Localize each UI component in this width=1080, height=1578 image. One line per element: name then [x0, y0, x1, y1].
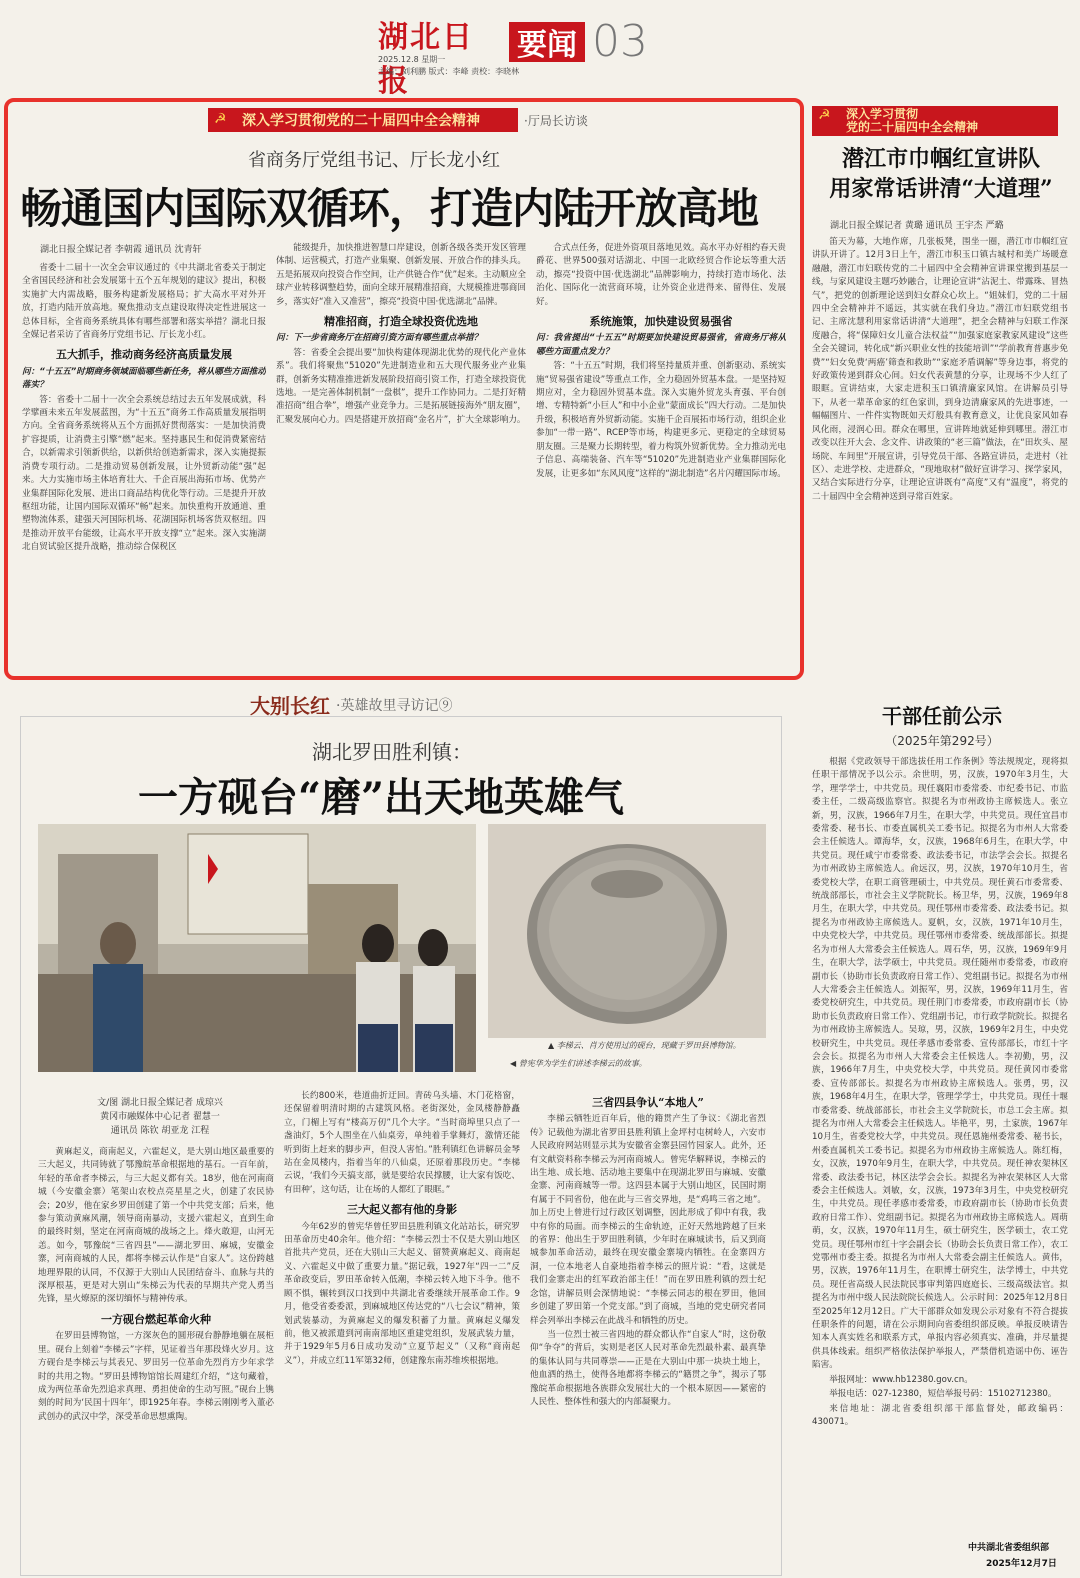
main-banner	[208, 108, 518, 132]
main-question-1: 问：“十五五”时期商务领域面临哪些新任务，将从哪些方面推动落实？	[22, 366, 266, 391]
main-banner-sub: ·厅局长访谈	[524, 114, 588, 128]
main-question-2: 问：下一步省商务厅在招商引资方面有哪些重点举措？	[276, 333, 483, 344]
main-intro: 省委十二届十一次全会审议通过的《中共湖北省委关于制定全省国民经济和社会发展第十五个五年规划的建议》提出，积极实施扩大内需战略，服务构建新发展格局；扩大高水平对外开放，打造内陆开放高地。聚焦推动支点建设取得决定性进展这一总体目标，全省商务系统具体有哪些部署和落实举措？湖北日报全媒记者采访了省商务厅党组书记、厅长龙小红。	[22, 263, 266, 341]
lower-subhead-2: 三大起义都有他的身影	[347, 1203, 457, 1217]
side-col	[812, 236, 1068, 676]
notice-website: 举报网址：www.hb12380.gov.cn。	[829, 1374, 973, 1385]
left-photo-caption: ◀ 曾宪华为学生们讲述李梯云的故事。	[510, 1059, 647, 1068]
main-col1-body: 答：省委十二届十一次全会系统总结过去五年发展成就，科学擘画未来五年发展蓝图，为“十五五”商务工作高质量发展指明方向。全省商务系统将从五个方面抓好贯彻落实：一是加快消费扩容提质，让消费主引擎“燃”起来。坚持惠民生和促消费紧密结合，以新需求引领新供给，以新供给创造新需求，深入实施提振消费专项行动。二是推动贸易创新发展，让外贸新动能“强”起来。大力实施市场主体培育壮大、千企百展出海拓市场、优势产业集群国际化发展、进出口商品结构优化等行动。三是提升开放枢纽功能，让国内国际双循环“畅”起来。加快重构开放通道、重塑物流体系，建强天河国际机场、花湖国际机场客货双枢纽。四是推动开放平台能级，让高水平开放支撑“立”起来。深入实施湖北自贸试验区提升战略，推动综合保税区	[22, 394, 266, 553]
date-line: 2025.12.8 星期一	[378, 55, 446, 64]
notice-title: 干部任前公示	[882, 704, 1002, 728]
masthead-meta	[378, 54, 519, 78]
main-col3-body2: 答：“十五五”时期，我们将坚持量质并重、创新驱动、系统实施“贸易强省建设”等重点工作，全力稳固外贸基本盘。一是坚持短期应对，全力稳固外贸基本盘。深入实施外贸龙头育强、平台创增、专精特新“小巨人”和中小企业“蒙面成长”四大行动。二是加快升级，积极培育外贸新动能。实施千企百展拓市场行动，组织企业参加“一带一路”、RCEP等市场，构建更多元、更稳定的全球贸易朋友圈。三是聚力长期转型，着力构筑外贸新优势。全力推动光电子信息、高端装备、汽车等“51020”先进制造业产业集群国际化发展，让更多如“东风风度”这样的“湖北制造”名片闪耀国际市场。	[536, 361, 786, 479]
side-headline-line2: 用家常话讲清“大道理”	[829, 176, 1053, 202]
main-col-2	[276, 242, 526, 670]
lower-byline: 文/图 湖北日报全媒记者 成琼兴 黄冈市融媒体中心记者 翟慧一 通讯员 陈钦 胡亚龙 江程	[97, 1098, 223, 1136]
lower-banner-text: 大别长红	[250, 694, 330, 718]
lower-banner-sub: ·英雄故里寻访记⑨	[336, 697, 453, 714]
page-number: 03	[592, 16, 648, 67]
main-col-1	[22, 262, 266, 670]
lower-col3-body2: 当一位烈士被三省四地的群众都认作“自家人”时，这份敬仰“争夺”的背后，实则是老区人民对革命先烈最朴素、最真挚的集体认同与共同尊崇——正是在大别山中那一块块土地上，他血洒的热土，使得各地都将李梯云的“籍贯之争”，揭示了鄂豫皖革命根据地各族群众发展壮大的一个根本原因——紧密的人民性、整体性和强大的内部凝聚力。	[530, 1329, 766, 1407]
lower-subhead-1: 一方砚台燃起革命火种	[101, 1312, 211, 1326]
masthead	[0, 0, 1080, 99]
notice-col	[812, 756, 1068, 1514]
editors-line: 主编：刘利鹏 版式：李峰 责校：李晓林	[378, 67, 520, 76]
lower-headline: 一方砚台“磨”出天地英雄气	[138, 774, 625, 821]
lower-banner	[250, 690, 452, 719]
notice-body: 根据《党政领导干部选拔任用工作条例》等法规规定，现将拟任职干部情况予以公示。余世明，男，汉族，1970年3月生，大学，理学学士，中共党员。现任襄阳市委常委、市纪委书记、市监委主任，二级高级监察官。拟提名为市州政协主席候选人。张立新，男，汉族，1966年7月生，在职大学，中共党员。现任宜昌市委常委、秘书长、市委直属机关工委书记。拟提名为市州人大常委会主任候选人。谭海华，女，汉族，1968年6月生，在职大学，中共党员。现任咸宁市委常委、政法委书记，市法学会会长。拟提名为市州政协主席候选人。俞远汉，男，汉族，1970年10月生，省委党校大学，在职工商管理硕士，中共党员。现任黄石市委常委、统战部部长，市社会主义学院院长。杨卫华，男，汉族，1969年8月生，在职大学，中共党员。现任鄂州市委常委、政法委书记。拟提名为市州政协主席候选人。夏帆，女，汉族，1971年10月生，中央党校大学，中共党员。现任鄂州市委常委、统战部部长。拟提名为市州人大常委会主任候选人。周石华，男，汉族，1969年9月生，在职大学，法学硕士，中共党员。现任随州市委常委，市政府副市长（协助市长负责政府日常工作）、党组副书记。拟提名为市州人大常委会主任候选人。刘振军，男，汉族，1969年11月生，省委党校研究生，中共党员。现任荆门市委常委，市政府副市长（协助市长负责政府日常工作）、党组副书记，市行政学院院长。拟提名为市州政协主席候选人。吴琼，男，汉族，1969年2月生，中央党校研究生，中共党员。现任孝感市委常委、宣传部部长，市红十字会会长。拟提名为市州人大常委会主任候选人。李初勤，男，汉族，1966年7月生，中央党校大学，中共党员。现任黄冈市委常委、宣传部部长。拟提名为市州政协主席候选人。张勇，男，汉族，1968年4月生，在职大学，管理学学士，中共党员。现任十堰市委常委、统战部部长，市社会主义学院院长，市总工会主席。拟提名为市州人大常委会主任候选人。毕艳平，男，土家族，1967年10月生，省委党校大学，中共党员。现任恩施州委常委、秘书长，州委直属机关工委书记。拟提名为市州政协主席候选人。陈红梅，女，汉族，1970年9月生，在职大学，中共党员。现任神农架林区常委、政法委书记，林区法学会会长。拟提名为神农架林区人大常委会主任候选人。刘敏，女，汉族，1973年3月生，中央党校研究生，中共党员。现任孝感市委常委，市政府副市长（协助市长负责政府日常工作）、党组副书记。拟提名为市州政协主席候选人。周萌萌，女，汉族，1970年11月生，硕士研究生，医学硕士，农工党党员。现任鄂州市红十字会副会长（协助会长负责日常工作），农工党鄂州市委主委。拟提名为市州人大常委会副主任候选人。黄伟，男，汉族，1976年11月生，在职博士研究生，法学博士，中共党员。现任省高级人民法院民事审判第四庭庭长、三级高级法官。拟提名为市州中级人民法院院长候选人。公示时间：2025年12月8日至2025年12月12日。广大干部群众如发现公示对象有不符合提拔任职条件的问题，请在公示期间向省委组织部反映。单报反映请告知本人真实姓名和联系方式，单报内容必须真实、准确，并尽量提供具体线索。组织严格依法保护举报人，严禁借机造谣中伤、诬告陷害。	[812, 757, 1068, 1371]
main-col2-body: 能级提升，加快推进智慧口岸建设，创新各级各类开发区管理体制、运营模式，打造产业集聚、创新发展、开放合作的排头兵。五是拓展双向投资合作空间，让产供链合作“优”起来。主动顺应全球产业转移调整趋势，面向全球开展精准招商，大规模推进鄂商回乡，落实好“准入又准营”，擦亮“投资中国·优选湖北”品牌。	[276, 243, 526, 307]
notice-address: 来信地址：湖北省委组织部干部监督处，邮政编码：430071。	[812, 1403, 1068, 1427]
inkstone-photo	[488, 824, 766, 1038]
main-kicker: 省商务厅党组书记、厅长龙小红	[248, 150, 500, 171]
notice-issue: （2025年第292号）	[885, 734, 999, 748]
lower-subhead-3: 三省四县争认“本地人”	[592, 1096, 704, 1109]
main-banner-text: 深入学习贯彻党的二十届四中全会精神	[242, 113, 480, 129]
notice-phone: 举报电话：027-12380，短信举报号码：15102712380。	[829, 1389, 1057, 1400]
lower-col-2	[284, 1090, 520, 1570]
side-banner	[812, 106, 1058, 136]
main-col2-body2: 答：省委全会提出要“加快构建体现湖北优势的现代化产业体系”。我们将聚焦“51020”先进制造业和五大现代服务业产业集群，创新务实精准推进新发展阶段招商引资工作，打造全球投资优选地。一是完善体制机制“一盘棋”，提升工作协同力。二是打好精准招商“组合拳”，增强产业竞争力。三是拓展链接海外“朋友圈”，汇聚发展向心力。四是搭建开放招商“金名片”，扩大全球影响力。	[276, 347, 526, 425]
side-body: 笛天为幕，大地作席，几张板凳，围坐一圈，潜江市巾帼红宣讲队开讲了。12月3日上午，潜江市积玉口镇古城村和美广场暖意融融，潜江市妇联传党的二十届四中全会精神宣讲课堂搬到基层一线，与家风建设主题巧妙融合，让理论宣讲“沾泥土、带露珠、冒热气”，把党的创新理论送到妇女群众心坎上。“姐妹们，党的二十届四中全会精神并不遥远，其实就在我们身边。”潜江市妇联党组书记、主席沈慧利用家常话讲清“大道理”，把全会精神与妇联工作深度融合，将“保障妇女儿童合法权益”“加强家庭家教家风建设”这些全会关键词，转化成“新兴职业女性的技能培训”“学前教育普惠步免费”“妇女免费‘两癌’筛查和救助”“家庭矛盾调解”等身边事，将党的好政策传递到群众心间。妇女代表黄慧的分享，让现场不少人红了眼眶。宣讲结束，大家走进积玉口镇清廉家风馆。在讲解员引导下，从老一辈革命家的红色家训，到身边清廉家风的先进事迹，一幅幅图片、一件件实物既如天灯般具有教育意义，让优良家风如春风化雨，浸润心田。群众在哪里，宣讲阵地就延伸到哪里。潜江市改变以往开大会、念文件、讲政策的“老三篇”做法，在“田坎头、屋场院、车间里”开展宣讲，引导党员干部、各路宣讲员，走进村（社区）、走进学校、走进群众，“现地取材”做好宣讲学习、探学家风，又结合实际进行分享，让理论宣讲既有“高度”又有“温度”，将党的二十届四中全会精神送到寻常百姓家。	[812, 237, 1068, 502]
main-question-3: 问：我省提出“十五五”时期要加快建设贸易强省，省商务厅将从哪些方面重点发力？	[536, 333, 786, 357]
main-subhead-1: 五大抓手，推动商务经济高质量发展	[56, 348, 232, 362]
lower-kicker: 湖北罗田胜利镇：	[312, 740, 472, 764]
side-party-flag-icon: ☭	[818, 107, 831, 123]
museum-photo	[38, 824, 476, 1072]
lower-col1-body: 黄麻起义，商南起义，六霍起义，是大别山地区最重要的三大起义，共同铸就了鄂豫皖革命根据地的基石。一百年前，年轻的革命者李梯云，与三大起义都有关。18岁，他在河南商城（今安徽金寨）笔架山农校点亮星星之火，创建了农民协会；20岁，他在家乡罗田创建了第一个中共党支部；后来，他参与策动黄麻风潮，领导商南暴动，支援六霍起义，直到生命的最终时刻，坚定在河南商城的战场之上。烽火敢迎，山河无恙。如今，鄂豫皖“三省四县”——湖北罗田、麻城，安徽金寨，河南商城的人民，都将李梯云认作是“自家人”。这份跨越地理界限的认同，不仅源于大别山人民团结奋斗、血脉与共的深厚根基，更是对大别山“朱梯云为代表的早期共产党人勇当先锋，星火燎原的深切缅怀与精神传承。	[38, 1147, 274, 1305]
main-col-3	[536, 242, 786, 670]
section-label: 要闻	[509, 22, 585, 62]
side-byline: 湖北日报全媒记者 黄璐 通讯员 王宇杰 严璐	[830, 221, 1004, 231]
side-headline	[806, 144, 1076, 204]
main-subhead-3: 系统施策，加快建设贸易强省	[589, 315, 733, 329]
side-headline-line1: 潜江市巾帼红宣讲队	[841, 146, 1040, 172]
main-subhead-2: 精准招商，打造全球投资优选地	[324, 315, 478, 329]
lower-col2-body: 长约800米，巷道曲折迂回。青砖乌头墙、木门花格窗，还保留着明清时期的古建筑风格。老街深处，金凤楼静静矗立，门楣上写有“楼高万仞”几个大字。“当时商埠里只点了一盏油灯，5个人围坐在八仙桌旁，单纯着手掌舞灯，激情还能听到街上赶来的脚步声，但没人害怕。”胜利镇红色讲解员金琴站在金凤楼内，指着当年的八仙桌，还原着那段历史。“李梯云说，‘我们今天搞支部，就是要给农民撑腰，让大家有饭吃、有田种’，这句话，让在场的人都红了眼眶。”	[284, 1091, 520, 1195]
lower-col1-body2: 在罗田县博物馆，一方深灰色的圆形砚台静静地躺在展柜里。砚台上刻着“李梯云”字样，见证着当年那段烽火岁月。这方砚台是李梯云与其表兄、罗田另一位革命先烈肖方少年求学时的共用之物。“罗田县博物馆馆长周建红介绍，“这句藏着，成为两位革命先烈追求真理、勇担使命的生动写照。”砚台上镌刻的时间为‘民国十四年’，即1925年春。李梯云刚刚考入董必武创办的武汉中学，深受革命思想熏陶。	[38, 1331, 274, 1422]
right-photo-caption: ▲ 李梯云、肖方使用过的砚台，现藏于罗田县博物馆。	[548, 1041, 741, 1050]
lower-col-3	[530, 1090, 766, 1570]
main-byline: 湖北日报全媒记者 李朝霞 通讯员 沈青轩	[40, 245, 202, 255]
lower-col3-body: 李梯云牺牲近百年后，他的籍贯产生了争议：《湖北省烈传》记载他为湖北省罗田县胜利镇上金坪村屯树岭人，六安市人民政府网站则显示其为安徽省金寨县园竹园家人。此外，还有文献资料称李梯云为河南商城人。曾宪华解释说，李梯云的出生地、成长地、活动地主要集中在现湖北罗田与麻城、安徽金寨、河南商城等一带。这四县本属于大别山地区，民国时期有属于不同省份，他在此与三省交界地，是“鸡鸣三省之地”。加上历史上曾进行过行政区划调整，因此形成了仰中有我，我中有你的局面。而李梯云的生命轨迹，正好天然地跨越了巨来的省界：他出生于罗田胜利镇，少年时在麻城读书，后又到商城参加革命活动，最终在现安徽金寨境内牺牲。在金寨四方洞，一位本地老人自豪地指着李梯云的照片说：“看，这就是我们金寨走出的红军政治部主任！”而在罗田胜利镇的烈士纪念馆，讲解员则会深情地说：“李梯云同志的根在罗田，他回乡创建了罗田第一个党支部。”到了商城，当地的党史研究者同样会列举出李梯云在此战斗和牺牲的历史。	[530, 1114, 766, 1326]
main-headline: 畅通国内国际双循环，打造内陆开放高地	[20, 184, 759, 233]
lower-col2-body2: 今年62岁的曾宪华曾任罗田县胜利镇文化站站长，研究罗田革命历史40余年。他介绍：“李梯云烈士不仅是大别山地区首批共产党员，还在大别山三大起义、留赞黄麻起义、商南起义、六霍起义中做了重要力量。”据记载，1927年“四一二”反革命政变后，罗田革命转入低潮，李梯云转入地下斗争。他不顾不惧，辗转到汉口找到中共湖北省委继续开展革命工作。9月，他受省委委派，到麻城地区传达党的“八七会议”精神，策划武装暴动，为黄麻起义的爆发积蓄了力量。黄麻起义爆发前，他又被派遣到河南南部地区重建党组织，发展武装力量，并于1929年5月6日成功发动“立夏节起义”（又称“商南起义”），并成立红11军第32师，创建豫东南苏维埃根据地。	[284, 1221, 520, 1366]
notice-date: 2025年12月7日	[986, 1559, 1057, 1569]
side-banner-line1: 深入学习贯彻	[846, 107, 919, 121]
side-banner-line2: 党的二十届四中全会精神	[846, 120, 979, 134]
lower-col-1	[38, 1146, 274, 1570]
newspaper-logo: 湖北日报	[378, 20, 474, 99]
notice-signer: 中共湖北省委组织部	[968, 1543, 1050, 1553]
main-col3-body: 合式点任务，促进外资项目落地见效。高水平办好相约春天贵爵花、世界500强对话湖北、中国一北欧经贸合作论坛等重大活动，擦亮“投资中国·优选湖北”品牌影响力，持续打造市场化、法治化、国际化一流营商环境，让外资企业进得来、留得住、发展好。	[536, 243, 786, 307]
party-flag-icon: ☭	[214, 111, 227, 127]
